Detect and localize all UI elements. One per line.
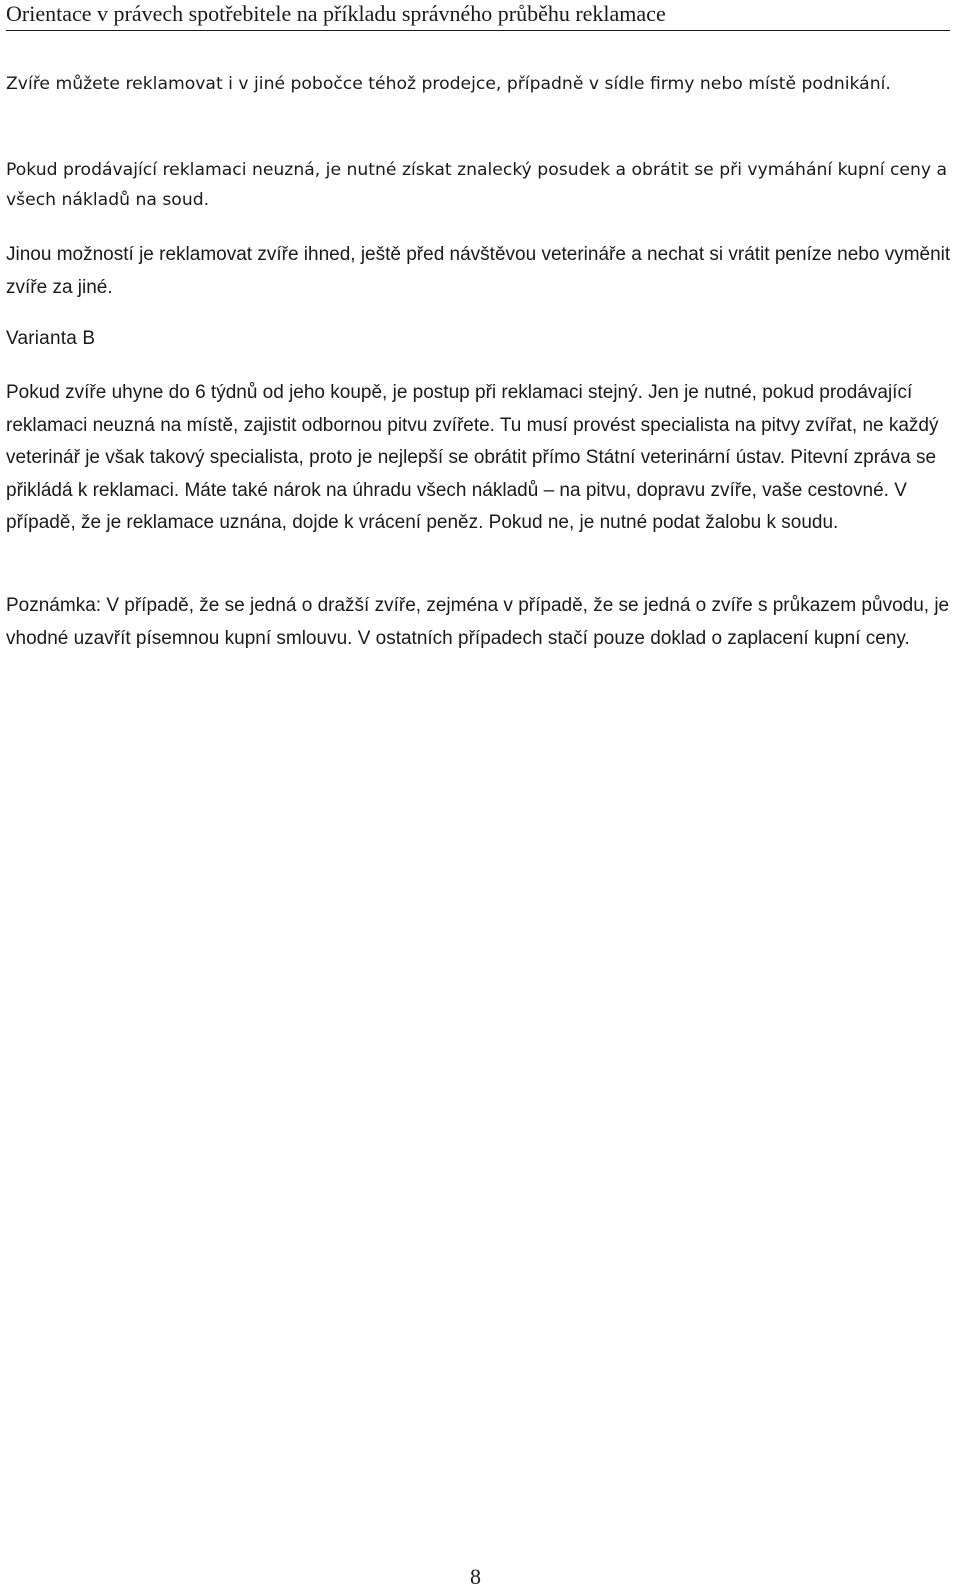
page-number: 8 (470, 1564, 481, 1589)
paragraph-expert-opinion: Pokud prodávající reklamaci neuzná, je nutné získat znalecký posudek a obrátit se při vymáhání kupní ceny a všech nákladů na soud. (6, 160, 948, 210)
header-title: Orientace v právech spotřebitele na příkladu správného průběhu reklamace (6, 1, 666, 26)
section-heading-variant-b: Varianta B (6, 328, 96, 349)
paragraph-note: Poznámka: V případě, že se jedná o dražší zvíře, zejména v případě, že se jedná o zvíře s průkazem původu, je vhodné uzavřít písemnou kupní smlouvu. V ostatních případech stačí pouze doklad o zaplacení kupní ceny. (6, 595, 950, 649)
paragraph-other-branch: Zvíře můžete reklamovat i v jiné pobočce téhož prodejce, případně v sídle firmy nebo místě podnikání. (6, 74, 891, 94)
page-header (6, 0, 950, 31)
paragraph-variant-b: Pokud zvíře uhyne do 6 týdnů od jeho koupě, je postup při reklamaci stejný. Jen je nutné, pokud prodávající reklamaci neuzná na místě, zajistit odbornou pitvu zvířete. Tu musí provést specialista na pitvy zvířat, ne každý veterinář je však takový specialista, proto je nejlepší se obrátit přímo Státní veterinární ústav. Pitevní zpráva se přikládá k reklamaci. Máte také nárok na úhradu všech nákladů – na pitvu, dopravu zvíře, vaše cestovné. V případě, že je reklamace uznána, dojde k vrácení peněz. Pokud ne, je nutné podat žalobu k soudu. (6, 382, 939, 533)
paragraph-immediate-claim: Jinou možností je reklamovat zvíře ihned, ještě před návštěvou veterináře a nechat si vrátit peníze nebo vyměnit zvíře za jiné. (6, 244, 951, 298)
